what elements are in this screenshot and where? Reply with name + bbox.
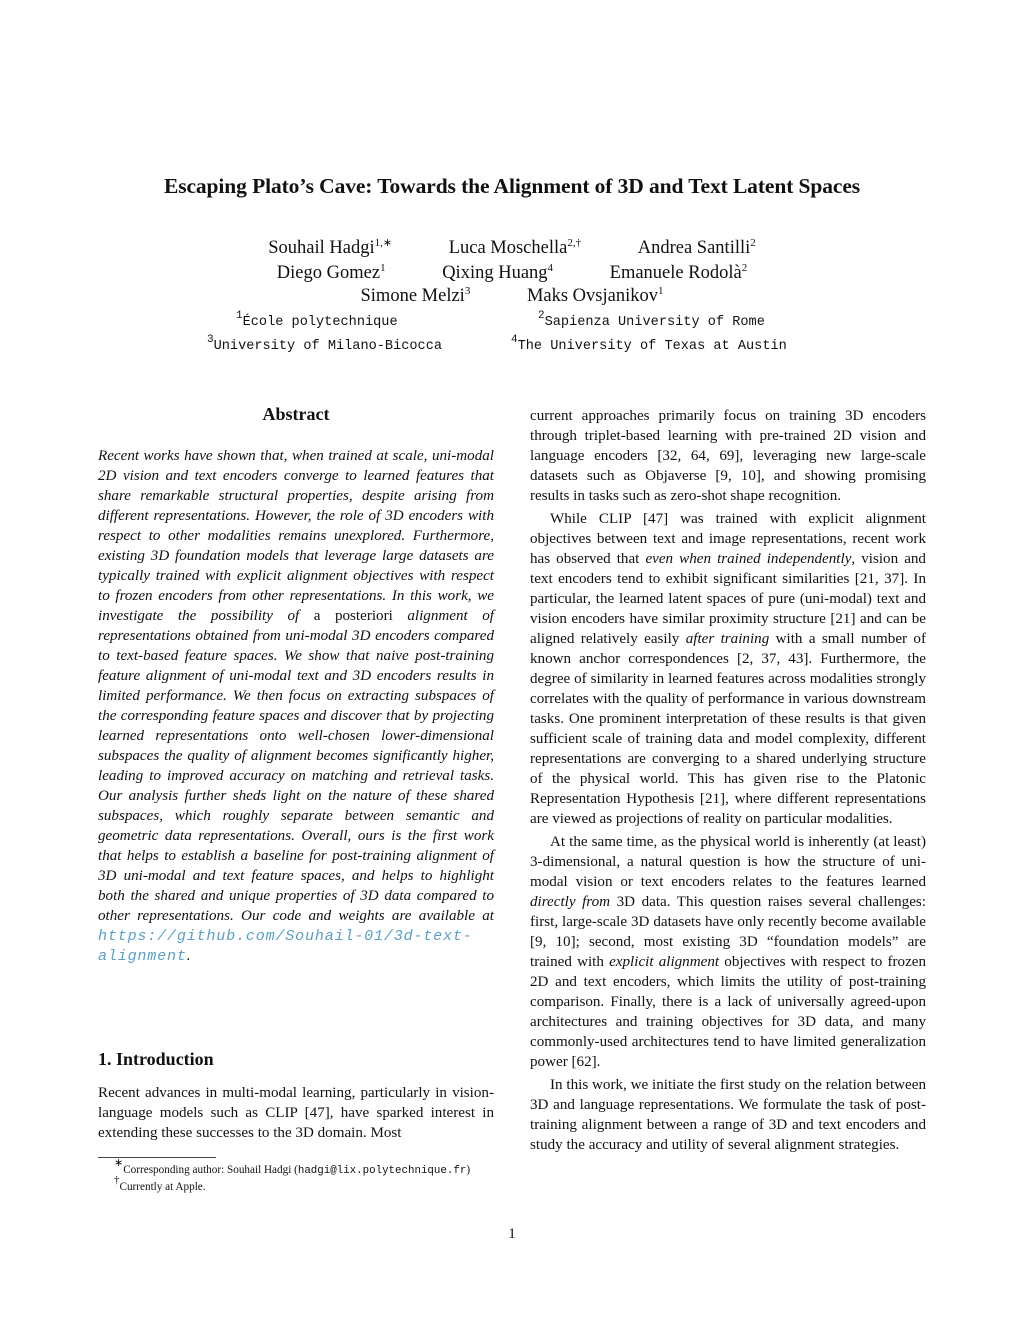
abstract-body — [98, 446, 494, 966]
footnote-corresponding: ∗Corresponding author: Souhail Hadgi (hadgi@lix.polytechnique.fr) — [114, 1157, 471, 1177]
author: Luca Moschella$^{2,\dagger}$ — [448, 237, 582, 258]
code-link[interactable]: https://github.com/Souhail-01/3d-text-alignment — [98, 927, 473, 965]
page-number: 1 — [508, 1226, 516, 1242]
affiliation: $^4$The University of Texas at Austin — [511, 334, 787, 354]
intro-paragraph: Recent advances in multi-modal learning, particularly in vision-language models such as CLIP [47], have sparked interest in extending these successes to the 3D domain. Most — [98, 1085, 494, 1141]
intro-body — [98, 1083, 494, 1143]
author: Diego Gomez$^1$ — [276, 262, 386, 283]
author-row-1 — [0, 238, 1024, 259]
abstract-heading: Abstract — [262, 404, 330, 424]
author: Andrea Santilli$^2$ — [637, 237, 756, 258]
section-heading-introduction: 1. Introduction — [98, 1049, 214, 1069]
author: Emanuele Rodolà$^2$ — [609, 262, 748, 283]
abstract-paragraph: Recent works have shown that, when trained at scale, uni-modal 2D vision and text encoders converge to learned features that share remarkable structural properties, despite arising from different representations. However, the role of 3D encoders with respect to other modalities remains unexplored. Furthermore, existing 3D foundation models that leverage large datasets are typically trained with explicit alignment objectives with respect to frozen encoders from other representations. In this work, we investigate the possibility of a posteriori alignment of representations obtained from uni-modal 3D encoders compared to text-based feature spaces. We show that naive post-training feature alignment of uni-modal text and 3D encoders results in limited performance. We then focus on extracting subspaces of the corresponding feature spaces and discover that by projecting learned representations onto well-chosen lower-dimensional subspaces the quality of alignment becomes significantly higher, leading to improved accuracy on matching and retrieval tasks. Our analysis further sheds light on the nature of these shared subspaces, which roughly separate between semantic and geometric data representations. Overall, ours is the first work that helps to establish a baseline for post-training alignment of 3D uni-modal and text feature spaces, and helps to highlight both the shared and unique properties of 3D data compared to other representations. Our code and weights are available at https://github.com/Souhail-01/3d-text-alignment. — [98, 448, 494, 965]
author: Qixing Huang$^4$ — [442, 262, 554, 283]
affiliation: $^2$Sapienza University of Rome — [538, 310, 765, 330]
footnote-apple: †Currently at Apple. — [114, 1174, 206, 1193]
author: Simone Melzi$^3$ — [360, 285, 471, 306]
author: Maks Ovsjanikov$^1$ — [526, 285, 664, 306]
paper-title: Escaping Plato’s Cave: Towards the Alignment of 3D and Text Latent Spaces — [163, 174, 861, 198]
author-row-3 — [0, 286, 1024, 307]
paragraph: At the same time, as the physical world is inherently (at least) 3-dimensional, a natural question is how the structure of uni-modal vision or text encoders relates to the features learned directly from 3D data. This question raises several challenges: first, large-scale 3D datasets have only recently become available [9, 10]; second, most existing 3D “foundation models” are trained with explicit alignment objectives with respect to frozen 2D and text encoders, which limits the utility of post-training comparison. Finally, there is a lack of universally agreed-upon architectures and training objectives for 3D data, and many commonly-used architectures tend to have limited generalization power [62]. — [530, 834, 927, 1070]
paragraph: While CLIP [47] was trained with explicit alignment objectives between text and image representations, recent work has observed that even when trained independently, vision and text encoders tend to exhibit significant similarities [21, 37]. In particular, the learned latent spaces of pure (uni-modal) text and vision encoders have similar proximity structure [21] and can be aligned relatively easily after training with a small number of known anchor correspondences [2, 37, 43]. Furthermore, the degree of similarity in learned features across modalities strongly correlates with the quality of performance in various downstream tasks. One prominent interpretation of these results is that given sufficient scale of training data and model complexity, different representations are converging to a shared underlying structure of the physical world. This has given rise to the Platonic Representation Hypothesis [21], where different representations are viewed as projections of reality on particular modalities. — [530, 511, 926, 827]
right-column — [530, 406, 926, 1155]
footnotes — [114, 1157, 514, 1195]
author: Souhail Hadgi$^{1,∗}$ — [268, 237, 393, 258]
author-row-2 — [0, 263, 1024, 284]
affiliation: $^1$École polytechnique — [236, 310, 398, 330]
paragraph: current approaches primarily focus on training 3D encoders through triplet-based learning with pre-trained 2D vision and language encoders [32, 64, 69], leveraging new large-scale datasets such as Objaverse [9, 10], and showing promising results in tasks such as zero-shot shape recognition. — [530, 408, 926, 504]
affiliation: $^3$University of Milano-Bicocca — [207, 334, 443, 354]
paragraph: In this work, we initiate the first study on the relation between 3D and language representations. We formulate the task of post-training alignment between a range of 3D and text encoders and study the accuracy and utility of several alignment strategies. — [530, 1077, 926, 1153]
